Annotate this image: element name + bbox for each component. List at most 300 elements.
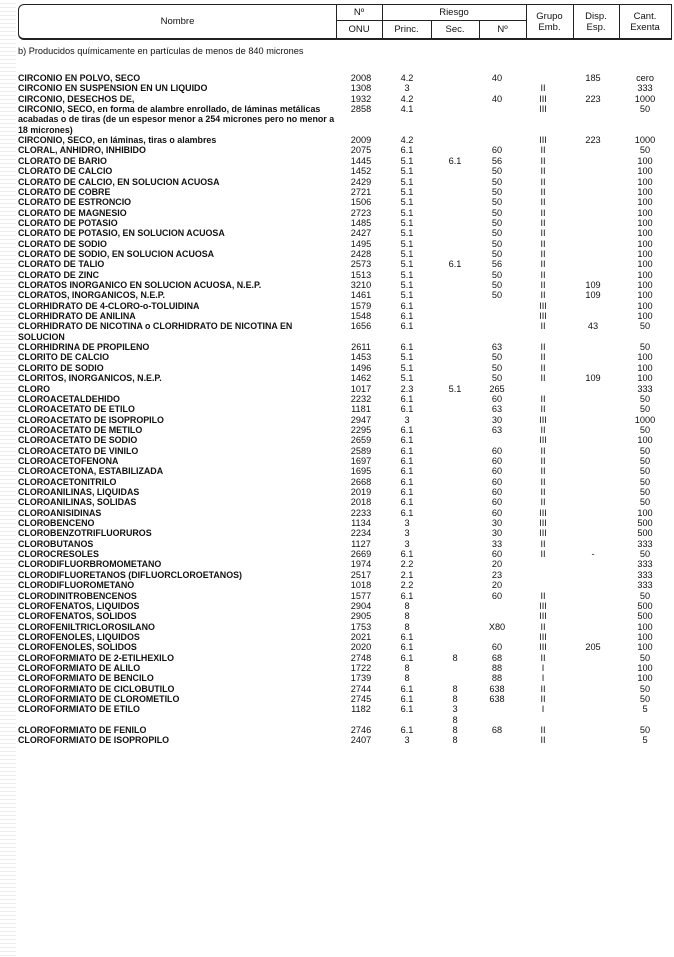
table-row — [0, 363, 674, 374]
cell-onu: 1445 — [350, 155, 372, 166]
table-row — [0, 508, 674, 519]
table-row — [0, 684, 674, 695]
cell-cant: 100 — [637, 507, 653, 518]
header-disp-top: Disp. — [585, 11, 607, 22]
header-onu-top: Nº — [353, 7, 365, 18]
cell-num: 50 — [491, 176, 503, 187]
cell-grupo: III — [539, 600, 547, 611]
cell-grupo: II — [540, 166, 546, 177]
cell-princ: 6.1 — [400, 497, 414, 508]
cell-princ: 6.1 — [400, 652, 414, 663]
cell-onu: 1461 — [350, 290, 372, 301]
cell-cant: 1000 — [634, 135, 656, 146]
cell-num: 638 — [489, 694, 505, 704]
cell-cant: 50 — [639, 455, 651, 466]
cell-onu: 2233 — [350, 507, 372, 518]
cell-princ: 5.1 — [400, 352, 414, 363]
cell-num: 60 — [491, 497, 503, 508]
cell-cant: 100 — [637, 228, 653, 239]
cell-grupo: II — [540, 404, 546, 415]
cell-princ: 6.1 — [400, 393, 414, 404]
cell-princ: 4.2 — [400, 73, 414, 83]
cell-princ: 6.1 — [400, 631, 414, 642]
cell-onu: 2234 — [350, 528, 372, 539]
cell-onu: 2721 — [350, 186, 372, 197]
cell-onu: 1739 — [350, 673, 372, 684]
cell-nombre: CIRCONIO, SECO, en láminas, tiras o alambres — [18, 135, 217, 146]
table-row — [0, 477, 674, 488]
cell-cant: 50 — [639, 683, 651, 694]
cell-cant: 100 — [637, 207, 653, 218]
cell-onu: 1127 — [351, 538, 371, 549]
header-princ: Princ. — [394, 24, 419, 35]
cell-nombre: CLOROACETATO DE ISOPROPILO — [18, 414, 164, 425]
cell-grupo: II — [540, 290, 546, 301]
cell-grupo: II — [540, 466, 546, 477]
cell-num: 88 — [491, 673, 503, 684]
cell-nombre: CLORODIFLUORETANOS (DIFLUORCLOROETANOS) — [18, 569, 242, 580]
cell-num: 63 — [491, 424, 503, 435]
cell-cant: 100 — [637, 290, 653, 301]
cell-cant: 500 — [637, 518, 653, 529]
cell-nombre: CLOROFORMIATO DE CLOROMETILO — [18, 694, 180, 704]
table-row — [0, 735, 674, 746]
cell-nombre: CLORATO DE TALIO — [18, 259, 105, 270]
table-row — [0, 591, 674, 602]
cell-onu: 2018 — [350, 497, 372, 508]
cell-onu: 2232 — [350, 393, 372, 404]
table-row — [0, 415, 674, 426]
cell-princ: 6.1 — [400, 507, 414, 518]
cell-nombre: CIRCONIO EN SUSPENSION EN UN LIQUIDO — [18, 83, 208, 94]
cell-princ: 8 — [404, 621, 410, 632]
cell-grupo: III — [539, 611, 547, 622]
cell-princ: 5.1 — [400, 217, 414, 228]
cell-princ: 8 — [404, 600, 410, 611]
table-row — [0, 632, 674, 643]
cell-nombre: CLORODIFLUORBROMOMETANO — [18, 559, 162, 570]
cell-num: 33 — [491, 538, 503, 549]
cell-onu: 1308 — [350, 83, 372, 94]
cell-disp: 223 — [585, 93, 601, 104]
cell-cant: 100 — [637, 621, 653, 632]
cell-princ: 2.3 — [400, 383, 414, 394]
cell-onu: 2295 — [350, 424, 372, 435]
table-row — [0, 559, 674, 570]
cell-cant: 50 — [639, 497, 651, 508]
cell-grupo: I — [541, 673, 545, 684]
cell-onu: 1577 — [350, 590, 372, 601]
cell-cant: 50 — [639, 466, 651, 477]
cell-grupo: II — [540, 362, 546, 373]
cell-nombre: CLOROACETATO DE SODIO — [18, 435, 138, 446]
cell-disp: 223 — [585, 135, 601, 146]
cell-princ: 5.1 — [400, 373, 414, 384]
cell-grupo: II — [540, 352, 546, 363]
cell-onu: 1722 — [350, 662, 372, 673]
cell-grupo: II — [540, 207, 546, 218]
cell-onu: 2659 — [350, 435, 372, 446]
cell-nombre: CLORATO DE CALCIO, EN SOLUCION ACUOSA — [18, 176, 220, 187]
cell-nombre: CLOROFORMIATO DE ETILO — [18, 704, 140, 715]
header-grupo — [526, 9, 573, 35]
cell-princ: 5.1 — [400, 176, 414, 187]
cell-cant: 100 — [637, 217, 653, 228]
cell-princ: 5.1 — [400, 207, 414, 218]
cell-princ: 6.1 — [400, 466, 414, 477]
cell-num: X80 — [488, 621, 506, 632]
cell-princ: 5.1 — [400, 155, 414, 166]
cell-nombre: CIRCONIO, SECO, en forma de alambre enrollado, de láminas metálicas acabadas o de tiras (de un espesor menor a 254 micrones pero no menor a 18 micrones) — [18, 104, 335, 135]
cell-grupo: II — [540, 373, 546, 384]
cell-princ: 3 — [404, 528, 410, 539]
table-row — [0, 218, 674, 229]
cell-nombre: CLORODINITROBENCENOS — [18, 590, 137, 601]
cell-disp: 109 — [585, 290, 601, 301]
cell-onu: 1485 — [350, 217, 372, 228]
cell-grupo: II — [540, 549, 546, 560]
cell-onu: 1579 — [350, 300, 372, 311]
cell-cant: 100 — [637, 280, 653, 290]
cell-onu: 1017 — [350, 383, 372, 394]
cell-cant: 100 — [637, 642, 653, 653]
table-row — [0, 301, 674, 312]
cell-sec: 8 — [452, 725, 458, 736]
table-row — [0, 446, 674, 457]
cell-num: 56 — [491, 259, 503, 270]
cell-princ: 8 — [404, 611, 410, 622]
cell-princ: 3 — [404, 735, 410, 746]
table-row — [0, 694, 674, 705]
table-row — [0, 549, 674, 560]
cell-onu: 2611 — [351, 342, 371, 353]
cell-onu: 2517 — [350, 569, 372, 580]
cell-num: 60 — [491, 642, 503, 653]
cell-num: 63 — [491, 404, 503, 415]
cell-num: 60 — [491, 590, 503, 601]
cell-nombre: CIRCONIO EN POLVO, SECO — [18, 73, 141, 83]
cell-onu: 1181 — [351, 404, 371, 415]
table-row — [0, 539, 674, 550]
table-row — [0, 404, 674, 415]
cell-nombre: CLOROBENCENO — [18, 518, 95, 529]
cell-princ: 6.1 — [400, 300, 414, 311]
table-row — [0, 342, 674, 353]
cell-cant: 50 — [639, 404, 651, 415]
table-row — [0, 259, 674, 270]
cell-grupo: II — [540, 217, 546, 228]
table-row — [0, 642, 674, 653]
cell-cant: 50 — [639, 652, 651, 663]
cell-cant: 100 — [637, 362, 653, 373]
header-cant-top: Cant. — [633, 11, 657, 22]
cell-grupo: II — [540, 259, 546, 270]
cell-nombre: CLORATO DE POTASIO, EN SOLUCION ACUOSA — [18, 228, 225, 239]
table-row — [0, 570, 674, 581]
cell-onu: 2668 — [350, 476, 372, 487]
cell-cant: 50 — [639, 342, 651, 353]
cell-grupo: II — [540, 455, 546, 466]
cell-sec: 8 — [452, 735, 458, 746]
cell-grupo: III — [539, 135, 547, 146]
cell-nombre: CLOROFENOLES, LIQUIDOS — [18, 631, 140, 642]
cell-cant: 50 — [639, 549, 651, 560]
cell-grupo: II — [540, 487, 546, 497]
cell-nombre: CLOROFORMIATO DE CICLOBUTILO — [18, 683, 175, 694]
cell-nombre: CLOROACETATO DE METILO — [18, 424, 143, 435]
cell-nombre: CIRCONIO, DESECHOS DE, — [18, 93, 135, 104]
cell-nombre: CLORATOS INORGANICO EN SOLUCION ACUOSA, N.E.P. — [18, 280, 262, 290]
cell-onu: 2075 — [350, 145, 372, 156]
cell-onu: 1018 — [350, 580, 372, 591]
cell-cant: 100 — [637, 197, 653, 208]
header-onu-bottom: ONU — [348, 24, 370, 35]
cell-princ: 5.1 — [400, 259, 414, 270]
cell-num: 30 — [491, 414, 503, 425]
cell-nombre: CLOROFENOLES, SOLIDOS — [18, 642, 137, 653]
cell-princ: 3 — [404, 83, 410, 94]
cell-nombre: CLORATOS, INORGANICOS, N.E.P. — [18, 290, 165, 301]
cell-nombre: CLOROFORMIATO DE 2-ETILHEXILO — [18, 652, 174, 663]
cell-grupo: III — [539, 300, 547, 311]
table-row — [0, 73, 674, 84]
table-row — [0, 425, 674, 436]
table-row — [0, 528, 674, 539]
cell-num: 60 — [491, 393, 503, 404]
cell-nombre: CLORATO DE POTASIO — [18, 217, 118, 228]
cell-princ: 6.1 — [400, 725, 414, 736]
cell-nombre: CLOROANILINAS, SOLIDAS — [18, 497, 137, 508]
table-row — [0, 466, 674, 477]
cell-princ: 2.2 — [400, 559, 414, 570]
cell-nombre: CLOROFORMIATO DE FENILO — [18, 725, 147, 736]
cell-sec: 6.1 — [448, 259, 462, 270]
header-disp-bottom: Esp. — [586, 22, 606, 33]
cell-grupo: III — [539, 93, 547, 104]
cell-princ: 4.1 — [400, 104, 414, 115]
cell-grupo: II — [540, 176, 546, 187]
table-row — [0, 311, 674, 322]
cell-grupo: III — [539, 507, 547, 518]
cell-onu: 1513 — [350, 269, 372, 280]
cell-num: 60 — [491, 466, 503, 477]
cell-num: 40 — [491, 73, 503, 83]
table-row — [0, 487, 674, 498]
cell-cant: 50 — [639, 445, 651, 456]
cell-cant: 500 — [637, 600, 653, 611]
cell-cant: 100 — [637, 311, 653, 322]
table-row — [0, 166, 674, 177]
cell-grupo: II — [540, 393, 546, 404]
cell-princ: 6.1 — [400, 704, 414, 715]
cell-grupo: II — [540, 186, 546, 197]
cell-onu: 2746 — [350, 725, 372, 736]
cell-cant: 100 — [637, 186, 653, 197]
cell-nombre: CLORATO DE SODIO, EN SOLUCION ACUOSA — [18, 248, 215, 259]
table-row — [0, 290, 674, 301]
table-row — [0, 270, 674, 281]
table-row — [0, 497, 674, 508]
cell-cant: 333 — [637, 83, 653, 94]
cell-princ: 5.1 — [400, 228, 414, 239]
cell-cant: 50 — [639, 393, 651, 404]
header-nombre: Nombre — [160, 16, 195, 27]
cell-princ: 5.1 — [400, 280, 414, 290]
cell-princ: 6.1 — [400, 549, 414, 560]
cell-grupo: II — [540, 621, 546, 632]
cell-nombre: CLORATO DE ESTRONCIO — [18, 197, 132, 208]
cell-cant: cero — [636, 73, 654, 83]
cell-cant: 1000 — [634, 93, 656, 104]
header-grupo-bottom: Emb. — [538, 22, 561, 33]
cell-cant: 5 — [642, 704, 648, 715]
table-row — [0, 280, 674, 291]
cell-cant: 50 — [639, 145, 651, 156]
cell-onu: 2020 — [350, 642, 372, 653]
cell-grupo: II — [540, 476, 546, 487]
cell-onu: 1695 — [350, 466, 372, 477]
cell-num: 60 — [491, 507, 503, 518]
cell-cant: 100 — [637, 166, 653, 177]
cell-onu: 3210 — [350, 280, 372, 290]
cell-grupo: II — [540, 652, 546, 663]
cell-princ: 6.1 — [400, 435, 414, 446]
cell-grupo: II — [540, 238, 546, 249]
cell-nombre: CLORODIFLUOROMETANO — [18, 580, 135, 591]
cell-princ: 6.1 — [400, 342, 414, 353]
cell-onu: 1932 — [350, 93, 372, 104]
cell-nombre: CLORITO DE CALCIO — [18, 352, 110, 363]
table-row — [0, 518, 674, 529]
cell-nombre: CLORITO DE SODIO — [18, 362, 104, 373]
cell-princ: 6.1 — [400, 311, 414, 322]
cell-princ: 6.1 — [400, 476, 414, 487]
cell-onu: 1753 — [350, 621, 372, 632]
cell-princ: 3 — [404, 538, 410, 549]
cell-nombre: CLOROACETONITRILO — [18, 476, 117, 487]
cell-disp: 109 — [585, 373, 601, 384]
table-row — [0, 321, 674, 342]
cell-num: 60 — [491, 145, 503, 156]
cell-grupo: II — [540, 683, 546, 694]
cell-grupo: II — [540, 269, 546, 280]
table-row — [0, 601, 674, 612]
cell-princ: 3 — [404, 518, 410, 529]
cell-princ: 5.1 — [400, 197, 414, 208]
cell-onu: 2021 — [350, 631, 372, 642]
table-row — [0, 611, 674, 622]
cell-princ: 5.1 — [400, 269, 414, 280]
cell-nombre: CLOROANISIDINAS — [18, 507, 102, 518]
cell-onu: 1656 — [350, 321, 372, 332]
cell-nombre: CLOROANILINAS, LIQUIDAS — [18, 487, 140, 497]
cell-cant: 50 — [639, 476, 651, 487]
cell-cant: 100 — [637, 435, 653, 446]
cell-grupo: II — [540, 248, 546, 259]
cell-cant: 333 — [637, 383, 653, 394]
cell-cant: 100 — [637, 238, 653, 249]
table-row — [0, 456, 674, 467]
cell-nombre: CLOROFORMIATO DE BENCILO — [18, 673, 154, 684]
cell-onu: 2589 — [350, 445, 372, 456]
cell-nombre: CLOROBUTANOS — [18, 538, 94, 549]
cell-nombre: CLOROBENZOTRIFLUORUROS — [18, 528, 152, 539]
cell-disp: 205 — [585, 642, 601, 653]
cell-num: 50 — [491, 373, 503, 384]
cell-onu: 1506 — [350, 197, 372, 208]
cell-cant: 100 — [637, 373, 653, 384]
cell-cant: 50 — [639, 321, 651, 332]
cell-grupo: II — [540, 590, 546, 601]
header-disp — [573, 9, 619, 35]
cell-num: 60 — [491, 445, 503, 456]
cell-cant: 1000 — [634, 414, 656, 425]
table-row — [0, 663, 674, 674]
cell-cant: 100 — [637, 662, 653, 673]
cell-princ: 2.2 — [400, 580, 414, 591]
cell-grupo: III — [539, 518, 547, 529]
cell-nombre: CLORHIDRINA DE PROPILENO — [18, 342, 150, 353]
cell-princ: 8 — [404, 673, 410, 684]
table-row — [0, 725, 674, 736]
cell-nombre: CLORATO DE MAGNESIO — [18, 207, 127, 218]
cell-num: 20 — [491, 580, 503, 591]
header-grupo-top: Grupo — [536, 11, 563, 22]
table-row — [0, 177, 674, 188]
cell-onu: 1134 — [351, 518, 371, 529]
cell-princ: 8 — [404, 662, 410, 673]
cell-princ: 6.1 — [400, 455, 414, 466]
cell-num: 50 — [491, 186, 503, 197]
table-row — [0, 580, 674, 591]
cell-sec: 5.1 — [448, 383, 462, 394]
cell-nombre: CLORHIDRATO DE NICOTINA o CLORHIDRATO DE NICOTINA EN SOLUCION — [18, 321, 293, 342]
cell-num: 68 — [491, 652, 503, 663]
table-row — [0, 104, 674, 135]
cell-nombre: CLORATO DE CALCIO — [18, 166, 113, 177]
cell-princ: 5.1 — [400, 290, 414, 301]
cell-onu: 1496 — [350, 362, 372, 373]
cell-cant: 333 — [637, 538, 653, 549]
table-row — [0, 394, 674, 405]
cell-onu: 1495 — [350, 238, 372, 249]
cell-num: 638 — [489, 683, 505, 694]
table-row — [0, 94, 674, 105]
cell-nombre: CLOROCRESOLES — [18, 549, 99, 560]
cell-grupo: III — [539, 104, 547, 115]
cell-disp: 43 — [587, 321, 599, 332]
cell-grupo: III — [539, 631, 547, 642]
cell-onu: 2009 — [350, 135, 372, 146]
cell-onu: 2745 — [350, 694, 372, 704]
cell-nombre: CLORITOS, INORGANICOS, N.E.P. — [18, 373, 162, 384]
table-row — [0, 135, 674, 146]
cell-sec: 8 — [452, 683, 458, 694]
cell-grupo: II — [540, 424, 546, 435]
cell-nombre: CLORAL, ANHIDRO, INHIBIDO — [18, 145, 146, 156]
cell-onu: 2744 — [350, 683, 372, 694]
cell-onu: 1182 — [351, 704, 371, 715]
cell-princ: 5.1 — [400, 166, 414, 177]
cell-grupo: III — [539, 528, 547, 539]
cell-grupo: I — [541, 662, 545, 673]
table-row — [0, 249, 674, 260]
cell-cant: 500 — [637, 528, 653, 539]
cell-cant: 50 — [639, 487, 651, 497]
cell-num: 50 — [491, 269, 503, 280]
cell-princ: 5.1 — [400, 238, 414, 249]
cell-nombre: CLOROACETATO DE VINILO — [18, 445, 139, 456]
